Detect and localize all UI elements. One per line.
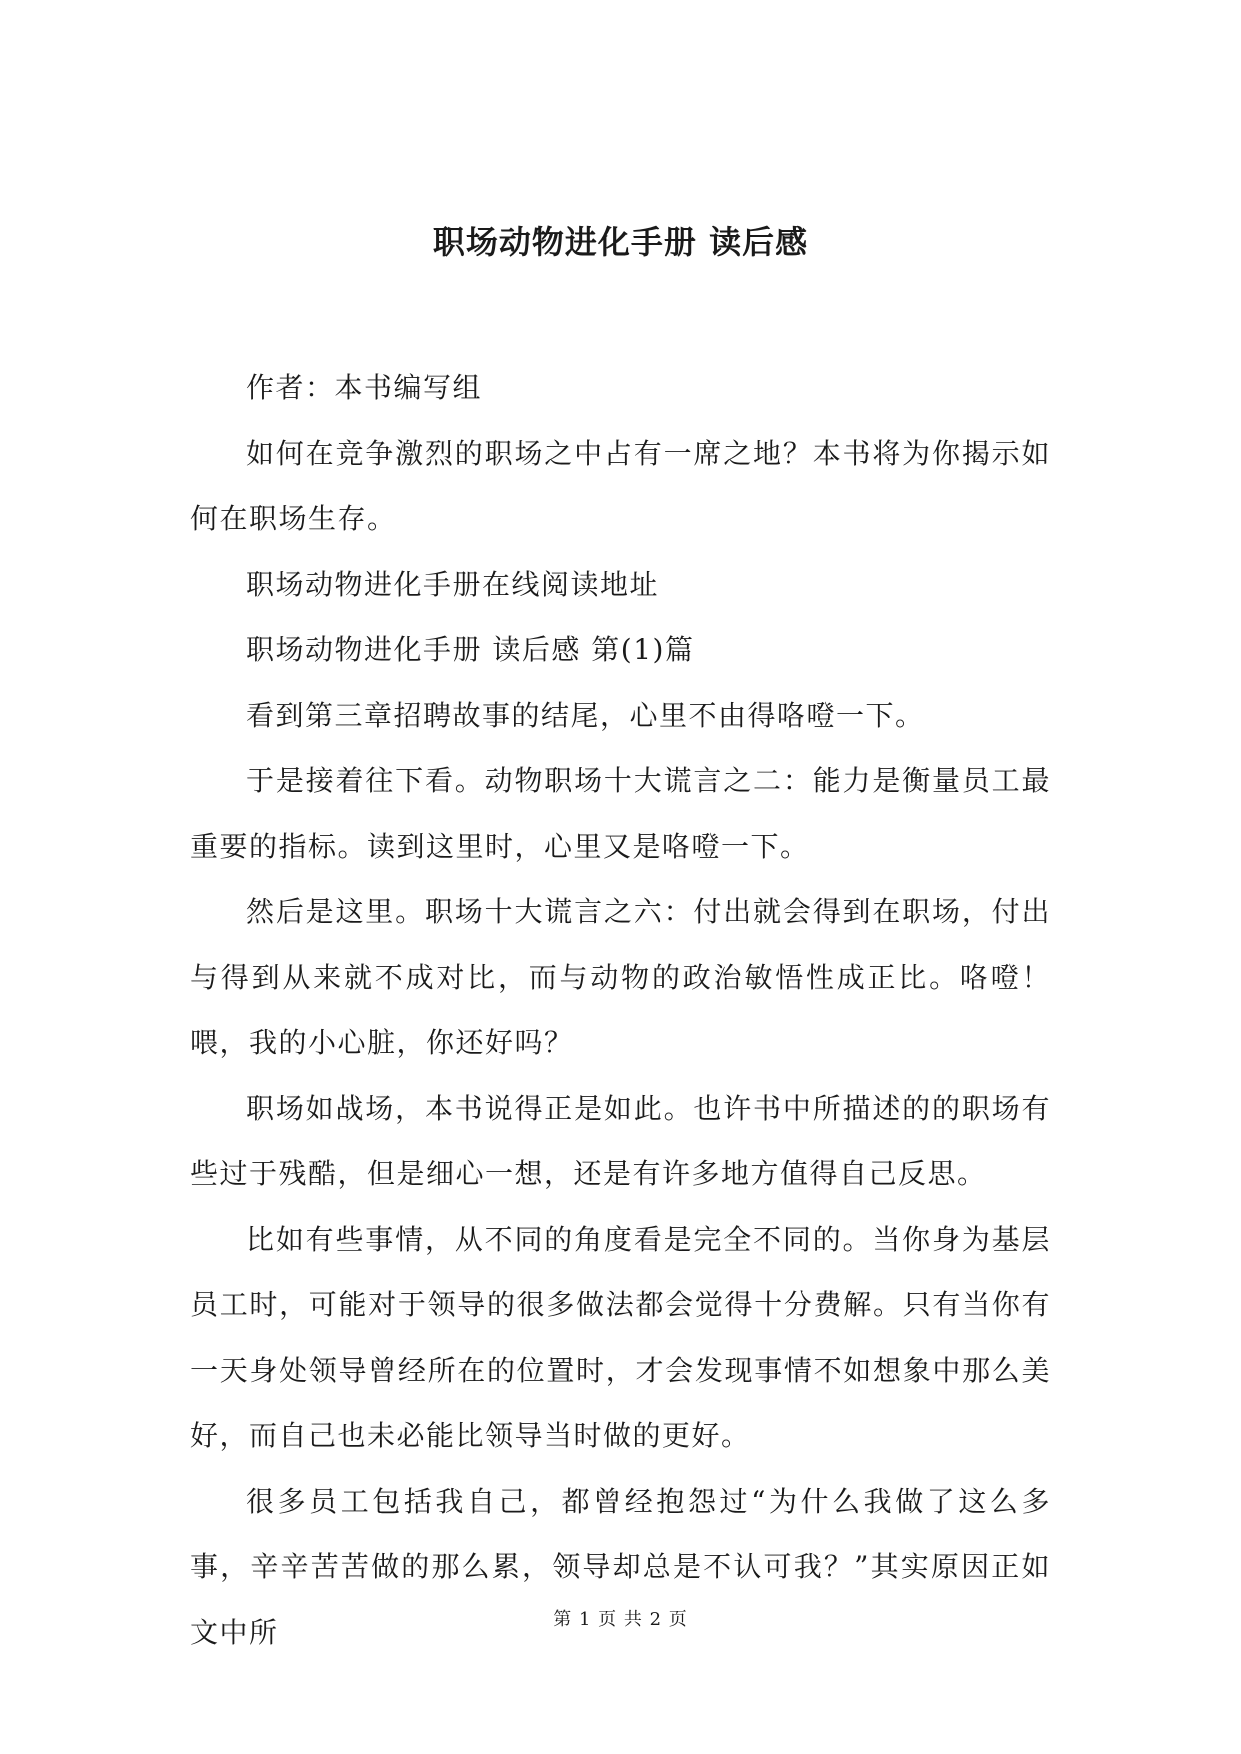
paragraph: 比如有些事情，从不同的角度看是完全不同的。当你身为基层员工时，可能对于领导的很多做法都会觉得十分费解。只有当你有一天身处领导曾经所在的位置时，才会发现事情不如想象中那么美好，而自己也未必能比领导当时做的更好。 — [190, 1222, 1051, 1452]
paragraph-online-link: 职场动物进化手册在线阅读地址 — [246, 567, 660, 601]
document-title: 职场动物进化手册 读后感 — [432, 223, 809, 261]
paragraph: 于是接着往下看。动物职场十大谎言之二：能力是衡量员工最重要的指标。读到这里时，心里又是咯噔一下。 — [190, 764, 1051, 863]
paragraph: 然后是这里。职场十大谎言之六：付出就会得到在职场，付出与得到从来就不成对比，而与动物的政治敏悟性成正比。咯噔！喂，我的小心脏，你还好吗？ — [190, 895, 1051, 1059]
document-body — [190, 355, 1051, 1665]
paragraph: 职场如战场，本书说得正是如此。也许书中所描述的的职场有些过于残酷，但是细心一想，还是有许多地方值得自己反思。 — [190, 1091, 1051, 1190]
paragraph-intro: 如何在竞争激烈的职场之中占有一席之地？本书将为你揭示如何在职场生存。 — [190, 436, 1051, 535]
paragraph-section-heading: 职场动物进化手册 读后感 第(1)篇 — [246, 633, 695, 666]
paragraph-author: 作者：本书编写组 — [246, 371, 483, 404]
paragraph: 很多员工包括我自己，都曾经抱怨过“为什么我做了这么多事，辛辛苦苦做的那么累，领导却总是不认可我？”其实原因正如文中所 — [190, 1484, 1051, 1649]
page-footer: 第 1 页 共 2 页 — [553, 1609, 688, 1630]
paragraph: 看到第三章招聘故事的结尾，心里不由得咯噔一下。 — [246, 698, 925, 732]
